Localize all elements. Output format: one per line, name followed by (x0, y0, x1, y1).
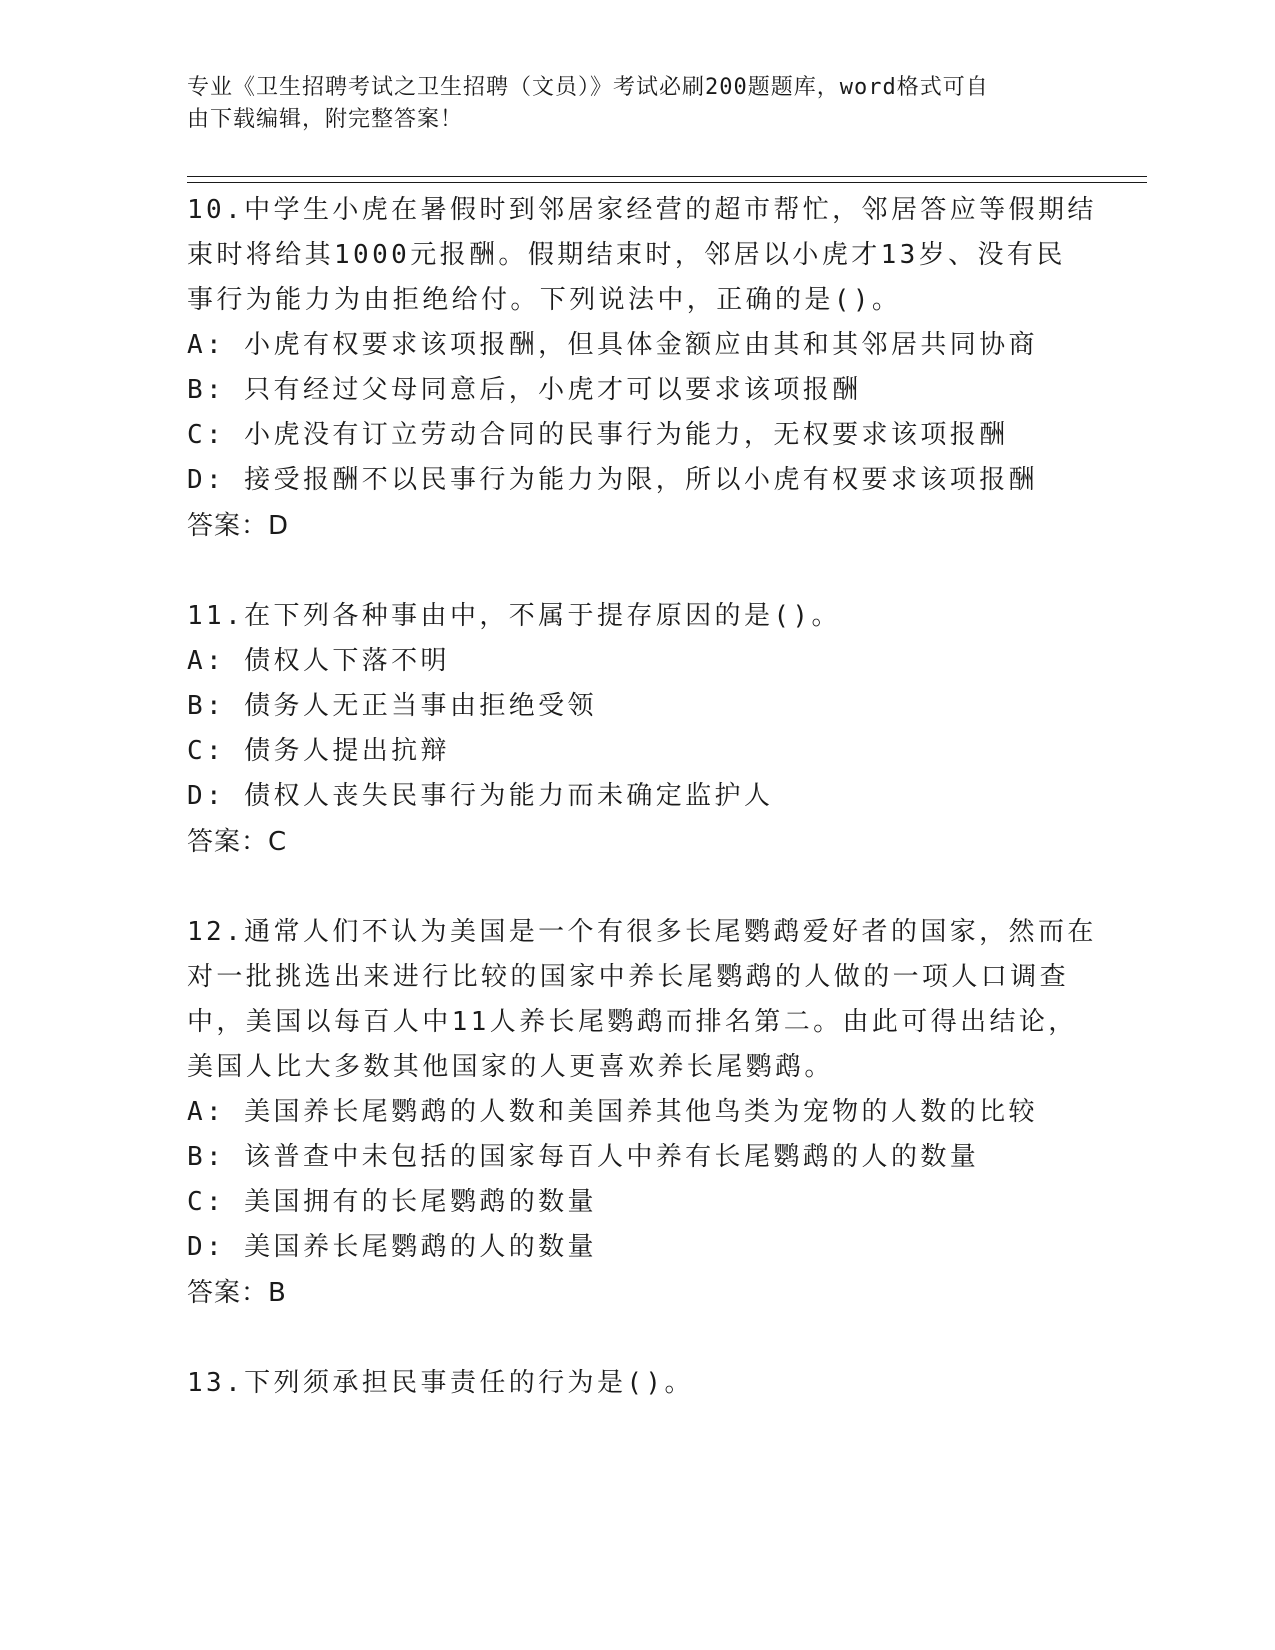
stem-line: 事行为能力为由拒绝给付。下列说法中，正确的是()。 (187, 285, 902, 315)
question-11 (187, 594, 1087, 865)
header-line-1: 专业《卫生招聘考试之卫生招聘（文员）》考试必刷200题题库，word格式可自 (187, 75, 989, 100)
question-gap (187, 865, 1087, 910)
option-c: C: 美国拥有的长尾鹦鹉的数量 (187, 1187, 597, 1217)
question-13 (187, 1361, 1087, 1406)
question-gap (187, 549, 1087, 594)
question-gap (187, 1316, 1087, 1361)
document-header (187, 72, 1067, 136)
option-d: D: 美国养长尾鹦鹉的人的数量 (187, 1232, 597, 1262)
answer-label: 答案：C (187, 827, 288, 857)
option-c: C: 债务人提出抗辩 (187, 736, 450, 766)
header-line-2: 由下载编辑，附完整答案！ (187, 107, 464, 132)
question-stem (187, 188, 1097, 323)
header-divider-bottom (187, 182, 1147, 183)
question-list (187, 188, 1097, 1406)
stem-line: 中，美国以每百人中11人养长尾鹦鹉而排名第二。由此可得出结论， (187, 1007, 1078, 1037)
stem-line: 美国人比大多数其他国家的人更喜欢养长尾鹦鹉。 (187, 1052, 834, 1082)
stem-line: 10.中学生小虎在暑假时到邻居家经营的超市帮忙，邻居答应等假期结 (187, 195, 1097, 225)
question-12 (187, 910, 1097, 1316)
header-divider-top (187, 176, 1147, 177)
question-stem (187, 594, 1087, 639)
stem-line: 对一批挑选出来进行比较的国家中养长尾鹦鹉的人做的一项人口调查 (187, 962, 1070, 992)
answer-label: 答案：B (187, 1278, 287, 1308)
question-stem (187, 1361, 1087, 1406)
answer-label: 答案：D (187, 511, 290, 541)
option-a: A: 小虎有权要求该项报酬，但具体金额应由其和其邻居共同协商 (187, 330, 1038, 360)
stem-line: 13.下列须承担民事责任的行为是()。 (187, 1368, 694, 1398)
option-c: C: 小虎没有订立劳动合同的民事行为能力，无权要求该项报酬 (187, 420, 1009, 450)
stem-line: 12.通常人们不认为美国是一个有很多长尾鹦鹉爱好者的国家，然而在 (187, 917, 1097, 947)
option-b: B: 只有经过父母同意后，小虎才可以要求该项报酬 (187, 375, 862, 405)
option-b: B: 该普查中未包括的国家每百人中养有长尾鹦鹉的人的数量 (187, 1142, 980, 1172)
question-stem (187, 910, 1097, 1090)
question-10 (187, 188, 1097, 549)
option-d: D: 债权人丧失民事行为能力而未确定监护人 (187, 781, 774, 811)
stem-line: 束时将给其1000元报酬。假期结束时，邻居以小虎才13岁、没有民 (187, 240, 1066, 270)
option-a: A: 美国养长尾鹦鹉的人数和美国养其他鸟类为宠物的人数的比较 (187, 1097, 1038, 1127)
stem-line: 11.在下列各种事由中，不属于提存原因的是()。 (187, 601, 841, 631)
option-d: D: 接受报酬不以民事行为能力为限，所以小虎有权要求该项报酬 (187, 465, 1038, 495)
option-b: B: 债务人无正当事由拒绝受领 (187, 691, 597, 721)
option-a: A: 债权人下落不明 (187, 646, 450, 676)
